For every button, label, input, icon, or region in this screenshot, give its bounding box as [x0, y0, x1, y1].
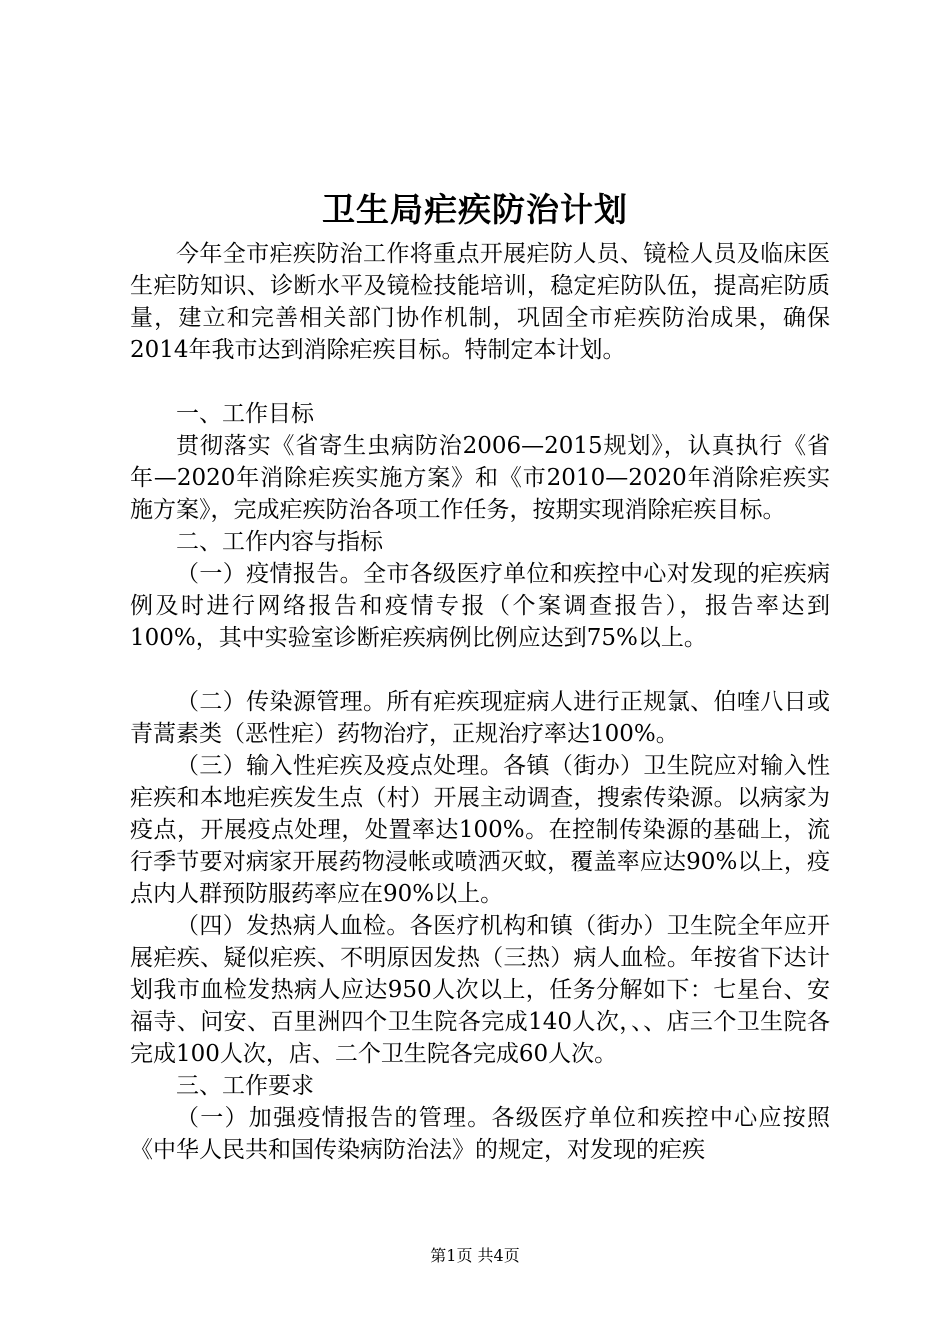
content-item-2: （二）传染源管理。所有疟疾现症病人进行正规氯、伯喹八日或青蒿素类（恶性疟）药物治疗，正规治疗率达100%。 — [130, 689, 830, 747]
paragraph-spacer — [130, 654, 830, 686]
document-body — [130, 238, 830, 1166]
goals-paragraph: 贯彻落实《省寄生虫病防治2006—2015规划》，认真执行《省年—2020年消除疟疾实施方案》和《市2010—2020年消除疟疾实施方案》，完成疟疾防治各项工作任务，按期实现消除疟疾目标。 — [130, 433, 830, 523]
intro-paragraph: 今年全市疟疾防治工作将重点开展疟防人员、镜检人员及临床医生疟防知识、诊断水平及镜检技能培训，稳定疟防队伍，提高疟防质量，建立和完善相关部门协作机制，巩固全市疟疾防治成果，确保2014年我市达到消除疟疾目标。特制定本计划。 — [130, 241, 830, 363]
section-heading-requirements: 三、工作要求 — [176, 1073, 314, 1099]
requirements-item-1: （一）加强疫情报告的管理。各级医疗单位和疾控中心应按照《中华人民共和国传染病防治法》的规定，对发现的疟疾 — [130, 1105, 830, 1163]
section-heading-goals: 一、工作目标 — [176, 401, 314, 427]
content-item-1: （一）疫情报告。全市各级医疗单位和疾控中心对发现的疟疾病例及时进行网络报告和疫情专报（个案调查报告），报告率达到100%，其中实验室诊断疟疾病例比例应达到75%以上。 — [130, 561, 830, 651]
content-item-4: （四）发热病人血检。各医疗机构和镇（街办）卫生院全年应开展疟疾、疑似疟疾、不明原因发热（三热）病人血检。年按省下达计划我市血检发热病人应达950人次以上，任务分解如下：七星台、安福寺、问安、百里洲四个卫生院各完成140人次，、、店三个卫生院各完成100人次，店、二个卫生院各完成60人次。 — [130, 913, 830, 1067]
section-heading-content: 二、工作内容与指标 — [176, 529, 383, 555]
content-item-3: （三）输入性疟疾及疫点处理。各镇（街办）卫生院应对输入性疟疾和本地疟疾发生点（村）开展主动调查，搜索传染源。以病家为疫点，开展疫点处理，处置率达100%。在控制传染源的基础上，流行季节要对病家开展药物浸帐或喷洒灭蚊，覆盖率应达90%以上，疫点内人群预防服药率应在90%以上。 — [130, 753, 830, 907]
page-footer: 第1页 共4页 — [430, 1246, 520, 1265]
document-title: 卫生局疟疾防治计划 — [322, 190, 628, 229]
paragraph-spacer — [130, 366, 830, 398]
